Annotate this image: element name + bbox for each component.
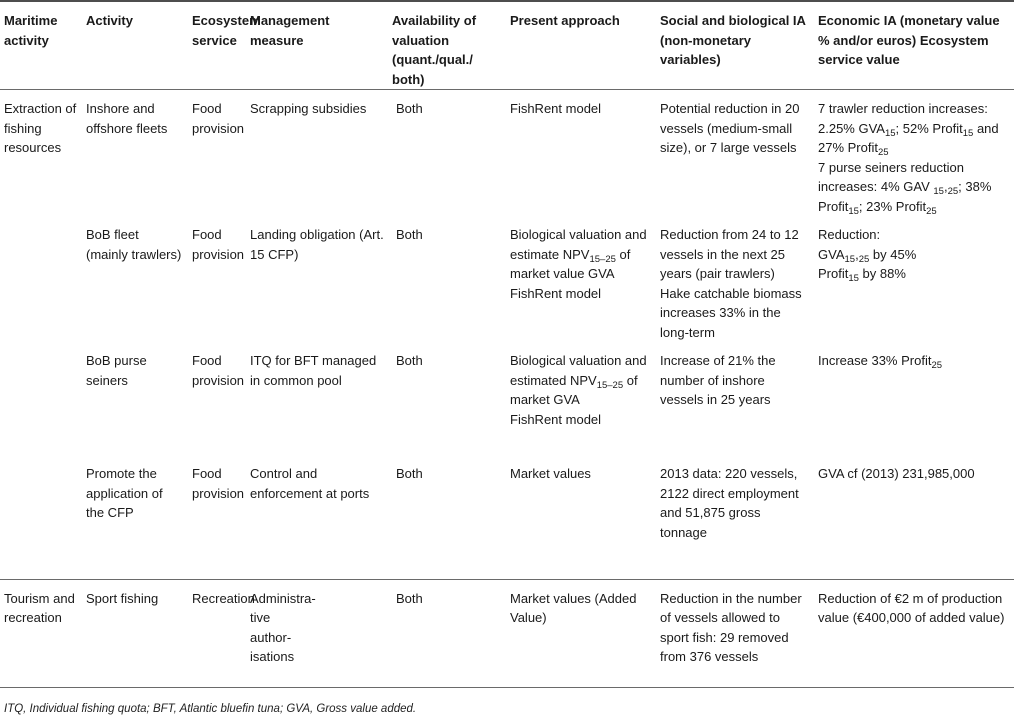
cell-maritime-activity	[0, 342, 82, 455]
header-social-biological-ia: Social and biological IA (non-monetary variables)	[656, 1, 814, 90]
cell-management-measure: ITQ for BFT managed in common pool	[250, 353, 377, 388]
cell-activity: Promote the application of the CFP	[82, 455, 188, 579]
header-activity: Activity	[82, 1, 188, 90]
cell-social-biological: Reduction from 24 to 12 vessels in the next 25 years (pair trawlers) Hake catchable biomass increases 33% in the long-term	[660, 227, 802, 340]
cell-activity: BoB purse seiners	[86, 353, 147, 388]
header-ecosystem-service: Ecosystem service	[188, 1, 246, 90]
cell-social-biological: 2013 data: 220 vessels, 2122 direct employment and 51,875 gross tonnage	[656, 455, 814, 579]
cell-economic: GVA cf (2013) 231,985,000	[814, 455, 1014, 579]
cell-ecosystem-service: Food provision	[188, 455, 246, 579]
cell-ecosystem-service: Food provision	[192, 101, 245, 136]
cell-social-biological: Reduction in the number of vessels allowed to sport fish: 29 removed from 376 vessels	[656, 579, 814, 687]
header-row	[0, 1, 1014, 90]
cell-availability: Both	[396, 353, 423, 368]
header-management-measure: Management measure	[246, 1, 388, 90]
cell-management-measure: Scrapping subsidies	[250, 101, 367, 116]
cell-present-approach: Biological valuation and estimated $NPV_{15-25}$ of market GVA FishRent model	[510, 353, 647, 427]
table-footnote: ITQ, Individual fishing quota; BFT, Atlantic bluefin tuna; GVA, Gross value added.	[4, 702, 417, 715]
table-row	[0, 579, 1014, 687]
cell-management-measure: Control and enforcement at ports	[246, 455, 388, 579]
cell-present-approach: FishRent model	[510, 101, 602, 116]
header-present-approach: Present approach	[506, 1, 656, 90]
table-row	[0, 216, 1014, 342]
cell-activity: BoB fleet (mainly trawlers)	[86, 227, 182, 262]
cell-present-approach: Biological valuation and estimate $NPV_{15-25}$ of market value GVA FishRent model	[510, 227, 647, 301]
header-maritime-activity: Maritime activity	[0, 1, 82, 90]
cell-social-biological: Potential reduction in 20 vessels (medium-small size), or 7 large vessels	[660, 101, 800, 155]
cell-economic: Increase 33% Profit$_{25}$	[818, 353, 943, 371]
cell-present-approach: Market values	[506, 455, 656, 579]
cell-availability: Both	[388, 455, 506, 579]
cell-availability: Both	[396, 101, 423, 116]
cell-economic: Reduction: $GVA_{15},_{25}$ by 45% Profit$_{15}$ by 88%	[818, 227, 917, 284]
cell-availability: Both	[396, 227, 423, 242]
cell-ecosystem-service: Food provision	[192, 227, 245, 262]
cell-maritime-activity: Extraction of fishing resources	[4, 101, 77, 155]
cell-activity: Inshore and offshore fleets	[86, 101, 168, 136]
header-economic-ia: Economic IA (monetary value % and/or euros) Ecosystem service value	[814, 1, 1014, 90]
table-row	[0, 455, 1014, 579]
cell-maritime-activity	[0, 216, 82, 342]
cell-ecosystem-service: Recreation	[188, 579, 246, 687]
cell-ecosystem-service: Food provision	[192, 353, 245, 388]
cell-economic: 7 trawler reduction increases: 2.25% $GVA_{15}$; 52% Profit$_{15}$ and 27% Profit$_{25}$ 7 purse seiners reduction increases: 4% GAV $_{15},_{25}$; 38% Profit$_{15}$; 23% Profit$_{25}$	[818, 101, 999, 217]
cell-activity: Sport fishing	[82, 579, 188, 687]
cell-economic: Reduction of €2 m of production value (€400,000 of added value)	[814, 579, 1014, 687]
cell-present-approach: Market values (Added Value)	[506, 579, 656, 687]
cell-social-biological: Increase of 21% the number of inshore vessels in 25 years	[660, 353, 776, 407]
table-row	[0, 342, 1014, 455]
cell-management-measure: Administra- tive author- isations	[246, 579, 388, 687]
cell-availability: Both	[388, 579, 506, 687]
table-row	[0, 90, 1014, 217]
cell-maritime-activity	[0, 455, 82, 579]
cell-management-measure: Landing obligation (Art. 15 CFP)	[250, 227, 384, 262]
cell-maritime-activity: Tourism and recreation	[0, 579, 82, 687]
header-availability: Availability of valuation (quant./qual./ both)	[388, 1, 506, 90]
